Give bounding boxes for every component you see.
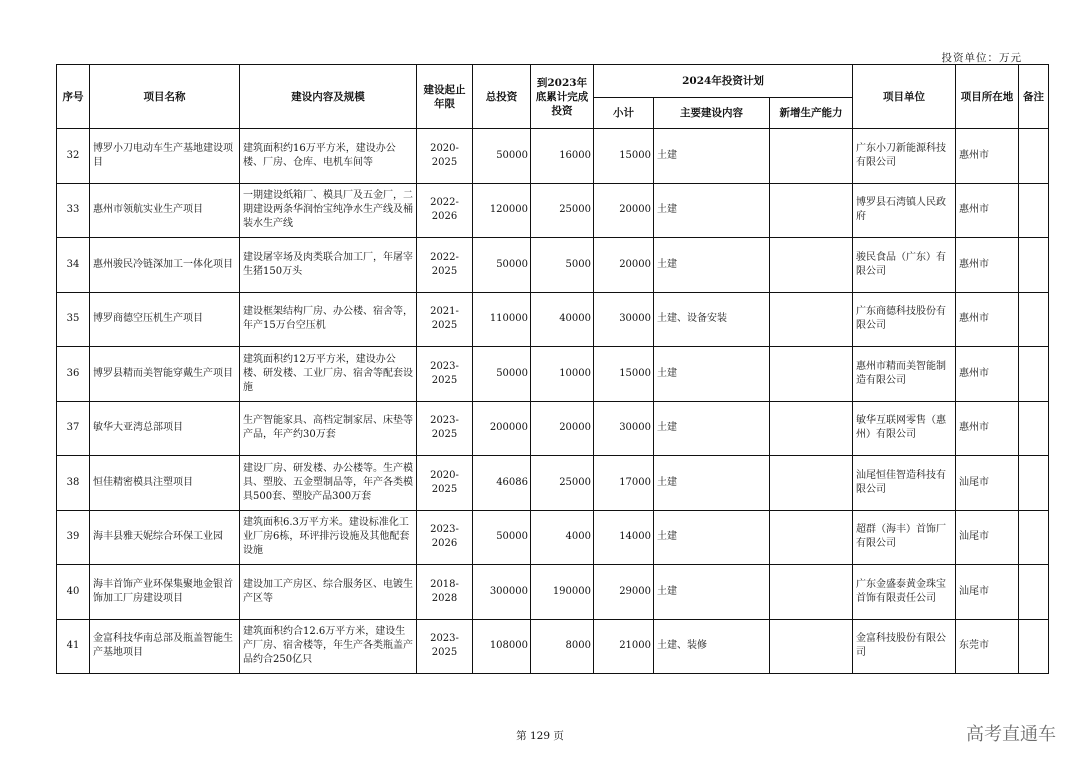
cell-period: 2021-2025	[417, 292, 473, 347]
cell-seq: 35	[57, 292, 90, 347]
cell-total: 300000	[473, 565, 531, 620]
cell-new-capacity	[770, 292, 853, 347]
cell-total: 200000	[473, 401, 531, 456]
cell-completed: 25000	[531, 183, 594, 238]
cell-location: 惠州市	[956, 238, 1019, 293]
cell-content: 建设加工产房区、综合服务区、电镀生产区等	[240, 565, 417, 620]
cell-seq: 41	[57, 619, 90, 674]
cell-subtotal: 29000	[594, 565, 654, 620]
cell-location: 惠州市	[956, 347, 1019, 402]
cell-seq: 32	[57, 129, 90, 184]
cell-seq: 39	[57, 510, 90, 565]
cell-completed: 25000	[531, 456, 594, 511]
cell-subtotal: 14000	[594, 510, 654, 565]
header-project-name: 项目名称	[90, 65, 240, 129]
cell-total: 110000	[473, 292, 531, 347]
cell-period: 2023-2025	[417, 619, 473, 674]
table-row	[57, 510, 1049, 565]
header-location: 项目所在地	[956, 65, 1019, 129]
cell-subtotal: 30000	[594, 292, 654, 347]
cell-owner: 博罗县石湾镇人民政府	[853, 183, 956, 238]
header-period: 建设起止年限	[417, 65, 473, 129]
cell-completed: 20000	[531, 401, 594, 456]
header-seq: 序号	[57, 65, 90, 129]
cell-total: 108000	[473, 619, 531, 674]
cell-location: 汕尾市	[956, 510, 1019, 565]
cell-subtotal: 20000	[594, 238, 654, 293]
cell-project-name: 敏华大亚湾总部项目	[90, 401, 240, 456]
cell-content: 建设框架结构厂房、办公楼、宿舍等，年产15万台空压机	[240, 292, 417, 347]
cell-note	[1019, 347, 1049, 402]
cell-completed: 16000	[531, 129, 594, 184]
investment-unit-note: 投资单位：万元	[941, 52, 1022, 64]
cell-new-capacity	[770, 183, 853, 238]
header-main-content: 主要建设内容	[654, 98, 770, 129]
cell-total: 46086	[473, 456, 531, 511]
cell-content: 建设屠宰场及肉类联合加工厂，年屠宰生猪150万头	[240, 238, 417, 293]
cell-subtotal: 21000	[594, 619, 654, 674]
cell-main-content: 土建	[654, 347, 770, 402]
cell-owner: 广东金盛泰黄金珠宝首饰有限责任公司	[853, 565, 956, 620]
cell-new-capacity	[770, 347, 853, 402]
cell-main-content: 土建	[654, 565, 770, 620]
cell-new-capacity	[770, 129, 853, 184]
cell-new-capacity	[770, 238, 853, 293]
cell-note	[1019, 565, 1049, 620]
cell-seq: 36	[57, 347, 90, 402]
header-note: 备注	[1019, 65, 1049, 129]
table-row	[57, 347, 1049, 402]
cell-period: 2022-2025	[417, 238, 473, 293]
cell-period: 2020-2025	[417, 456, 473, 511]
cell-subtotal: 20000	[594, 183, 654, 238]
cell-location: 东莞市	[956, 619, 1019, 674]
cell-note	[1019, 401, 1049, 456]
cell-content: 建筑面积约16万平方米，建设办公楼、厂房、仓库、电机车间等	[240, 129, 417, 184]
cell-project-name: 金富科技华南总部及瓶盖智能生产基地项目	[90, 619, 240, 674]
cell-subtotal: 17000	[594, 456, 654, 511]
table-row	[57, 456, 1049, 511]
cell-total: 120000	[473, 183, 531, 238]
header-new-capacity: 新增生产能力	[770, 98, 853, 129]
cell-project-name: 博罗县精而美智能穿戴生产项目	[90, 347, 240, 402]
cell-owner: 金富科技股份有限公司	[853, 619, 956, 674]
cell-owner: 骏民食品（广东）有限公司	[853, 238, 956, 293]
cell-project-name: 恒佳精密模具注塑项目	[90, 456, 240, 511]
cell-owner: 惠州市精而美智能制造有限公司	[853, 347, 956, 402]
table-row	[57, 292, 1049, 347]
cell-content: 建设厂房、研发楼、办公楼等。生产模具、塑胶、五金塑制品等，年产各类模具500套、塑胶产品300万套	[240, 456, 417, 511]
cell-new-capacity	[770, 456, 853, 511]
table-header	[57, 65, 1049, 129]
cell-subtotal: 15000	[594, 129, 654, 184]
cell-owner: 超群（海丰）首饰厂有限公司	[853, 510, 956, 565]
header-owner: 项目单位	[853, 65, 956, 129]
cell-total: 50000	[473, 510, 531, 565]
table-row	[57, 129, 1049, 184]
cell-location: 惠州市	[956, 183, 1019, 238]
cell-project-name: 博罗小刀电动车生产基地建设项目	[90, 129, 240, 184]
cell-location: 惠州市	[956, 292, 1019, 347]
cell-period: 2020-2025	[417, 129, 473, 184]
cell-note	[1019, 183, 1049, 238]
cell-period: 2023-2025	[417, 347, 473, 402]
cell-completed: 40000	[531, 292, 594, 347]
cell-main-content: 土建、装修	[654, 619, 770, 674]
header-completed-investment: 到2023年底累计完成投资	[531, 65, 594, 129]
cell-main-content: 土建	[654, 183, 770, 238]
cell-location: 汕尾市	[956, 565, 1019, 620]
cell-seq: 33	[57, 183, 90, 238]
cell-location: 汕尾市	[956, 456, 1019, 511]
table-row	[57, 619, 1049, 674]
page-number: 第 129 页	[516, 730, 564, 742]
cell-period: 2023-2026	[417, 510, 473, 565]
cell-new-capacity	[770, 401, 853, 456]
table-row	[57, 183, 1049, 238]
cell-location: 惠州市	[956, 129, 1019, 184]
cell-project-name: 博罗商德空压机生产项目	[90, 292, 240, 347]
cell-note	[1019, 129, 1049, 184]
header-total-investment: 总投资	[473, 65, 531, 129]
cell-owner: 敏华互联网零售（惠州）有限公司	[853, 401, 956, 456]
cell-subtotal: 30000	[594, 401, 654, 456]
cell-content: 建筑面积6.3万平方米。建设标准化工业厂房6栋，环评排污设施及其他配套设施	[240, 510, 417, 565]
cell-total: 50000	[473, 347, 531, 402]
cell-seq: 37	[57, 401, 90, 456]
cell-project-name: 惠州骏民冷链深加工一体化项目	[90, 238, 240, 293]
table-body	[57, 129, 1049, 674]
cell-main-content: 土建	[654, 129, 770, 184]
cell-new-capacity	[770, 510, 853, 565]
cell-owner: 汕尾恒佳智造科技有限公司	[853, 456, 956, 511]
cell-main-content: 土建、设备安装	[654, 292, 770, 347]
cell-seq: 40	[57, 565, 90, 620]
cell-main-content: 土建	[654, 510, 770, 565]
cell-seq: 34	[57, 238, 90, 293]
cell-subtotal: 15000	[594, 347, 654, 402]
cell-project-name: 海丰首饰产业环保集聚地金银首饰加工厂房建设项目	[90, 565, 240, 620]
investment-plan-table	[56, 64, 1049, 674]
cell-content: 建筑面积约12万平方米，建设办公楼、研发楼、工业厂房、宿舍等配套设施	[240, 347, 417, 402]
cell-completed: 8000	[531, 619, 594, 674]
header-content-scale: 建设内容及规模	[240, 65, 417, 129]
cell-period: 2023-2025	[417, 401, 473, 456]
cell-new-capacity	[770, 619, 853, 674]
cell-note	[1019, 619, 1049, 674]
cell-content: 生产智能家具、高档定制家居、床垫等产品，年产约30万套	[240, 401, 417, 456]
cell-completed: 190000	[531, 565, 594, 620]
cell-total: 50000	[473, 238, 531, 293]
header-plan-2024: 2024年投资计划	[594, 65, 853, 98]
cell-note	[1019, 510, 1049, 565]
cell-new-capacity	[770, 565, 853, 620]
cell-period: 2022-2026	[417, 183, 473, 238]
cell-location: 惠州市	[956, 401, 1019, 456]
cell-owner: 广东商德科技股份有限公司	[853, 292, 956, 347]
cell-completed: 10000	[531, 347, 594, 402]
cell-completed: 4000	[531, 510, 594, 565]
cell-main-content: 土建	[654, 238, 770, 293]
cell-total: 50000	[473, 129, 531, 184]
cell-note	[1019, 456, 1049, 511]
cell-content: 建筑面积约合12.6万平方米，建设生产厂房、宿舍楼等，年生产各类瓶盖产品约合250亿只	[240, 619, 417, 674]
table-row	[57, 565, 1049, 620]
cell-period: 2018-2028	[417, 565, 473, 620]
cell-note	[1019, 238, 1049, 293]
cell-project-name: 惠州市领航实业生产项目	[90, 183, 240, 238]
table-row	[57, 401, 1049, 456]
header-subtotal: 小计	[594, 98, 654, 129]
watermark-brand: 高考直通车	[966, 724, 1056, 745]
cell-owner: 广东小刀新能源科技有限公司	[853, 129, 956, 184]
table-row	[57, 238, 1049, 293]
cell-main-content: 土建	[654, 401, 770, 456]
cell-project-name: 海丰县雅天妮综合环保工业园	[90, 510, 240, 565]
cell-completed: 5000	[531, 238, 594, 293]
cell-main-content: 土建	[654, 456, 770, 511]
cell-seq: 38	[57, 456, 90, 511]
cell-content: 一期建设纸箱厂、模具厂及五金厂，二期建设两条华润怡宝纯净水生产线及桶装水生产线	[240, 183, 417, 238]
cell-note	[1019, 292, 1049, 347]
